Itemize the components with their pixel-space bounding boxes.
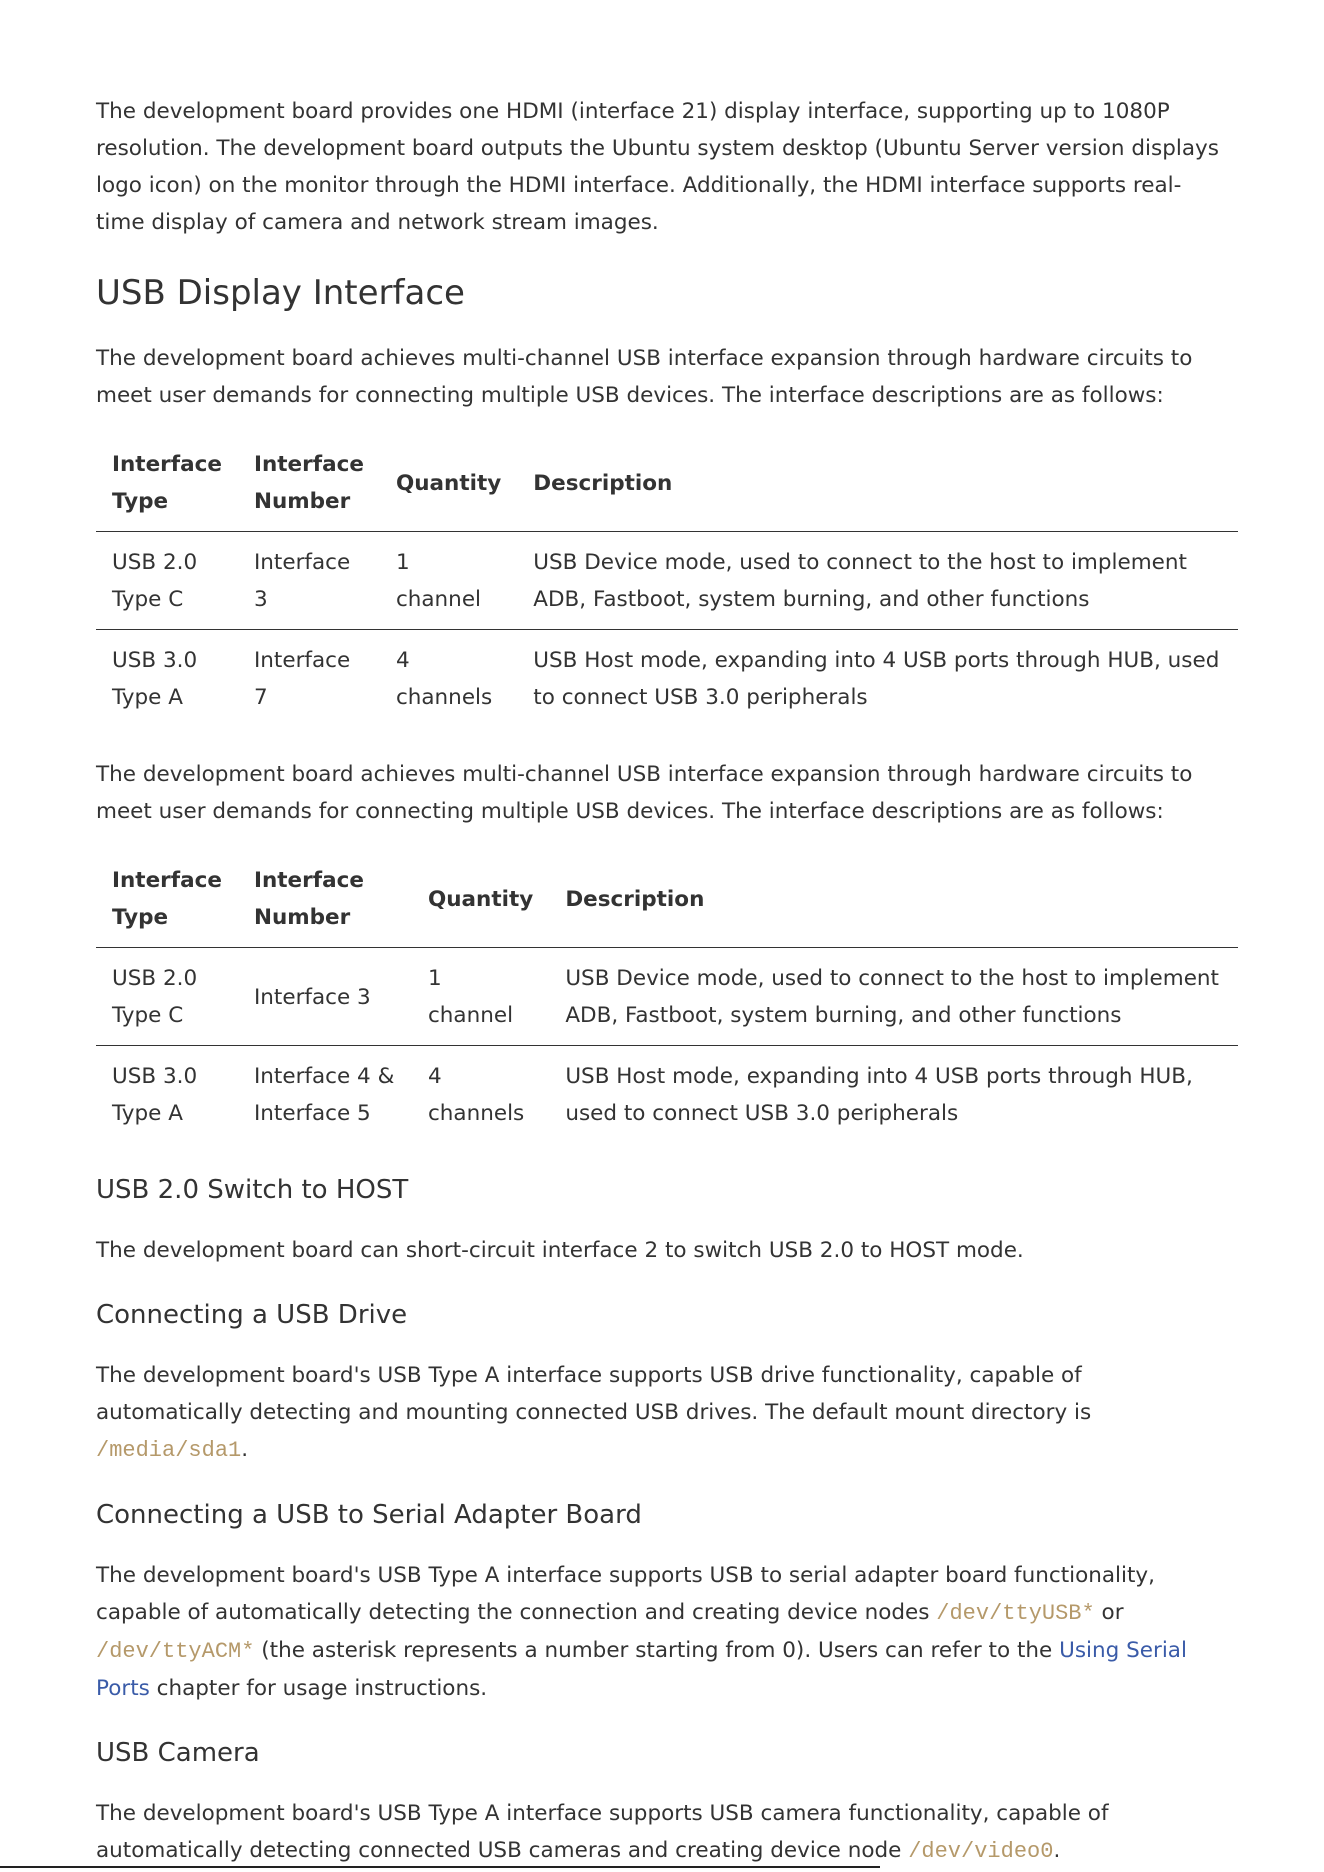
using-serial-ports-link[interactable]: Using Serial Ports (96, 1638, 1187, 1701)
hdmi-paragraph: The development board provides one HDMI (interface 21) display interface, supporting up to 1080P resolution. The development board outputs the Ubuntu system desktop (Ubuntu Server version displays logo icon) on the monitor through the HDMI interface. Additionally, the HDMI interface supports real-time display of camera and network stream images. (96, 99, 1219, 235)
cell-description: USB Host mode, expanding into 4 USB ports through HUB, used to connect USB 3.0 peripherals (565, 1064, 1193, 1126)
usb-intro-paragraph-2: The development board achieves multi-channel USB interface expansion through hardware circuits to meet user demands for connecting multiple USB devices. The interface descriptions are as follows: (96, 762, 1193, 824)
cell-interface-number: Interface 4 & Interface 5 (253, 1064, 395, 1126)
table-header-row (96, 859, 1238, 948)
cell-interface-number: Interface 7 (253, 648, 351, 710)
serial-text: The development board's USB Type A interface supports USB to serial adapter board functionality, capable of automatically detecting the connection and creating device nodes (96, 1563, 1155, 1625)
usb-drive-text-end: . (241, 1437, 249, 1462)
cell-quantity: 1 channel (427, 966, 514, 1028)
col-header-quantity: Quantity (427, 886, 534, 912)
usb-intro-paragraph-1: The development board achieves multi-channel USB interface expansion through hardware circuits to meet user demands for connecting multiple USB devices. The interface descriptions are as follows: (96, 346, 1193, 408)
cell-quantity: 1 channel (395, 550, 482, 612)
serial-paragraph (96, 1557, 1228, 1707)
serial-text-or: or (1094, 1600, 1124, 1625)
usb-display-heading: USB Display Interface (96, 273, 465, 313)
ttyacm-code: /dev/ttyACM* (96, 1639, 255, 1664)
col-header-quantity: Quantity (395, 470, 502, 496)
cell-interface-type: USB 3.0 Type A (112, 648, 198, 710)
table-row (96, 630, 1238, 728)
usb-drive-heading: Connecting a USB Drive (96, 1300, 408, 1330)
table-row (96, 948, 1238, 1046)
cell-interface-type: USB 2.0 Type C (112, 966, 198, 1028)
usb-drive-paragraph (96, 1357, 1228, 1469)
cell-interface-type: USB 3.0 Type A (112, 1064, 198, 1126)
serial-text-mid: (the asterisk represents a number starting from 0). Users can refer to the (254, 1638, 1060, 1663)
camera-text: The development board's USB Type A interface supports USB camera functionality, capable of automatically detecting connected USB cameras and creating device node (96, 1801, 1109, 1863)
col-header-description: Description (533, 470, 673, 496)
video-device-code: /dev/video0 (908, 1839, 1054, 1864)
cell-quantity: 4 channels (427, 1064, 525, 1126)
col-header-interface-number: Interface Number (253, 452, 364, 514)
cell-description: USB Host mode, expanding into 4 USB ports through HUB, used to connect USB 3.0 peripherals (533, 648, 1220, 710)
col-header-interface-type: Interface Type (112, 868, 222, 930)
col-header-interface-type: Interface Type (112, 452, 222, 514)
camera-paragraph (96, 1795, 1228, 1870)
cell-description: USB Device mode, used to connect to the host to implement ADB, Fastboot, system burning, and other functions (565, 966, 1219, 1028)
usb-drive-text: The development board's USB Type A interface supports USB drive functionality, capable of automatically detecting and mounting connected USB drives. The default mount directory is (96, 1363, 1092, 1425)
switch-host-paragraph: The development board can short-circuit interface 2 to switch USB 2.0 to HOST mode. (96, 1238, 1024, 1263)
ttyusb-code: /dev/ttyUSB* (936, 1601, 1095, 1626)
serial-heading: Connecting a USB to Serial Adapter Board (96, 1500, 642, 1530)
table-row (96, 532, 1238, 630)
col-header-description: Description (565, 886, 705, 912)
usb-interface-table-2 (96, 859, 1238, 1143)
cell-interface-type: USB 2.0 Type C (112, 550, 198, 612)
usb-interface-table-1 (96, 443, 1238, 727)
mount-path-code: /media/sda1 (96, 1438, 242, 1463)
col-header-interface-number: Interface Number (253, 868, 364, 930)
cell-interface-number: Interface 3 (253, 550, 351, 612)
cell-interface-number: Interface 3 (253, 984, 371, 1010)
table-header-row (96, 443, 1238, 532)
cell-quantity: 4 channels (395, 648, 493, 710)
serial-text-end: chapter for usage instructions. (149, 1676, 488, 1701)
cell-description: USB Device mode, used to connect to the host to implement ADB, Fastboot, system burning, and other functions (533, 550, 1187, 612)
table-row (96, 1046, 1238, 1144)
camera-text-end: . (1053, 1838, 1061, 1863)
switch-host-heading: USB 2.0 Switch to HOST (96, 1175, 409, 1205)
camera-heading: USB Camera (96, 1738, 260, 1768)
page-footer-divider (0, 1866, 880, 1868)
